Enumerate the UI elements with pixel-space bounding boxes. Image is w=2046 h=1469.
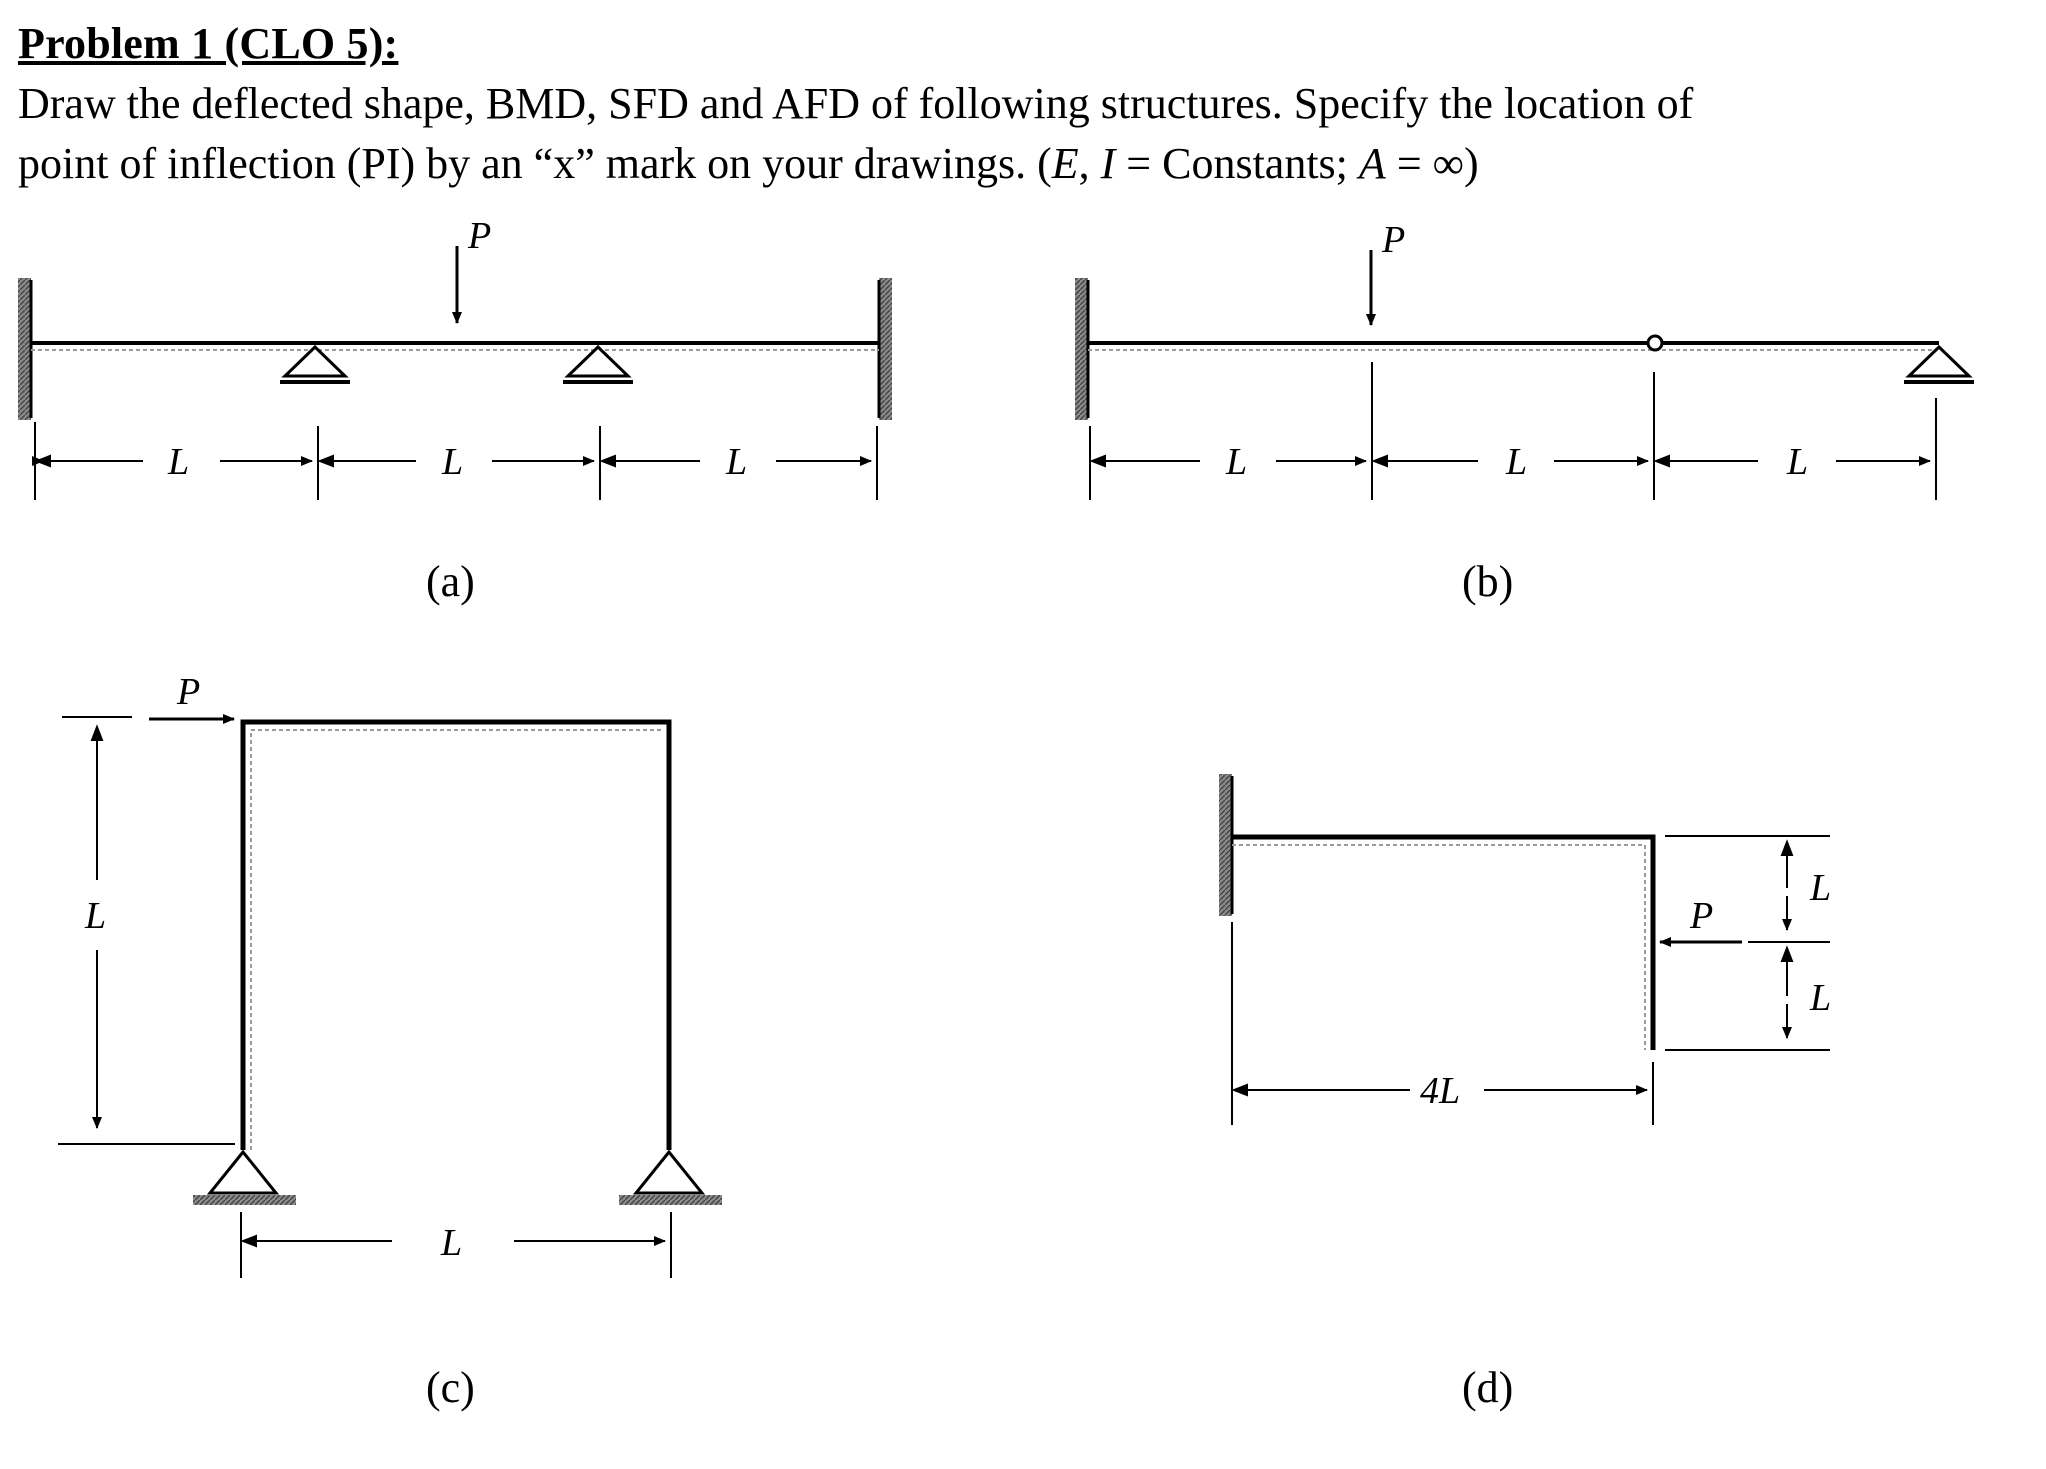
upper-label: L — [1810, 867, 1832, 909]
cantilever-frame — [1232, 837, 1653, 1050]
figure-a — [18, 215, 892, 606]
fixed-support — [1219, 774, 1232, 916]
caption-c: (c) — [426, 1363, 475, 1412]
instr-mid: = Constants; — [1115, 139, 1359, 188]
load-label: P — [1690, 895, 1714, 937]
width-label: L — [441, 1222, 463, 1264]
dim-label-1: L — [168, 441, 190, 483]
figure-d — [1219, 774, 1831, 1412]
dimension-lines — [58, 717, 671, 1278]
load-label: P — [1382, 219, 1406, 261]
load-label: P — [177, 671, 201, 713]
instr-end: = ∞) — [1385, 139, 1479, 188]
dim-label-3: L — [726, 441, 748, 483]
pin-support — [1904, 347, 1974, 382]
internal-hinge — [1648, 336, 1662, 350]
span-label: 4L — [1420, 1070, 1461, 1112]
dimension-lines — [1232, 836, 1830, 1125]
dim-label-3: L — [1787, 441, 1809, 483]
load-label: P — [468, 215, 492, 257]
caption-b: (b) — [1462, 557, 1514, 606]
pin-support-1 — [280, 347, 350, 382]
height-label: L — [85, 895, 107, 937]
symbol-I: I — [1100, 139, 1116, 188]
instr-line-1: Draw the deflected shape, BMD, SFD and AFD of following structures. Specify the location of — [18, 79, 1694, 128]
symbol-A: A — [1358, 139, 1386, 188]
dim-label-1: L — [1226, 441, 1248, 483]
fixed-support-left — [18, 278, 31, 420]
problem-title: Problem 1 (CLO 5): — [18, 19, 399, 68]
dim-label-2: L — [442, 441, 464, 483]
fixed-support — [1075, 278, 1088, 420]
caption-d: (d) — [1462, 1363, 1514, 1412]
lower-label: L — [1810, 977, 1832, 1019]
figure-c — [58, 671, 722, 1412]
instr-sep: , — [1078, 139, 1101, 188]
fixed-support-right — [879, 278, 892, 420]
pin-support-left — [193, 1152, 296, 1205]
pin-support-2 — [563, 347, 633, 382]
figure-b — [1075, 219, 1974, 606]
pin-support-right — [619, 1152, 722, 1205]
dim-label-2: L — [1506, 441, 1528, 483]
caption-a: (a) — [426, 557, 475, 606]
portal-frame — [243, 722, 669, 1150]
symbol-E: E — [1051, 139, 1079, 188]
instr-line-2: point of inflection (PI) by an “x” mark on your drawings. ( — [18, 139, 1052, 188]
